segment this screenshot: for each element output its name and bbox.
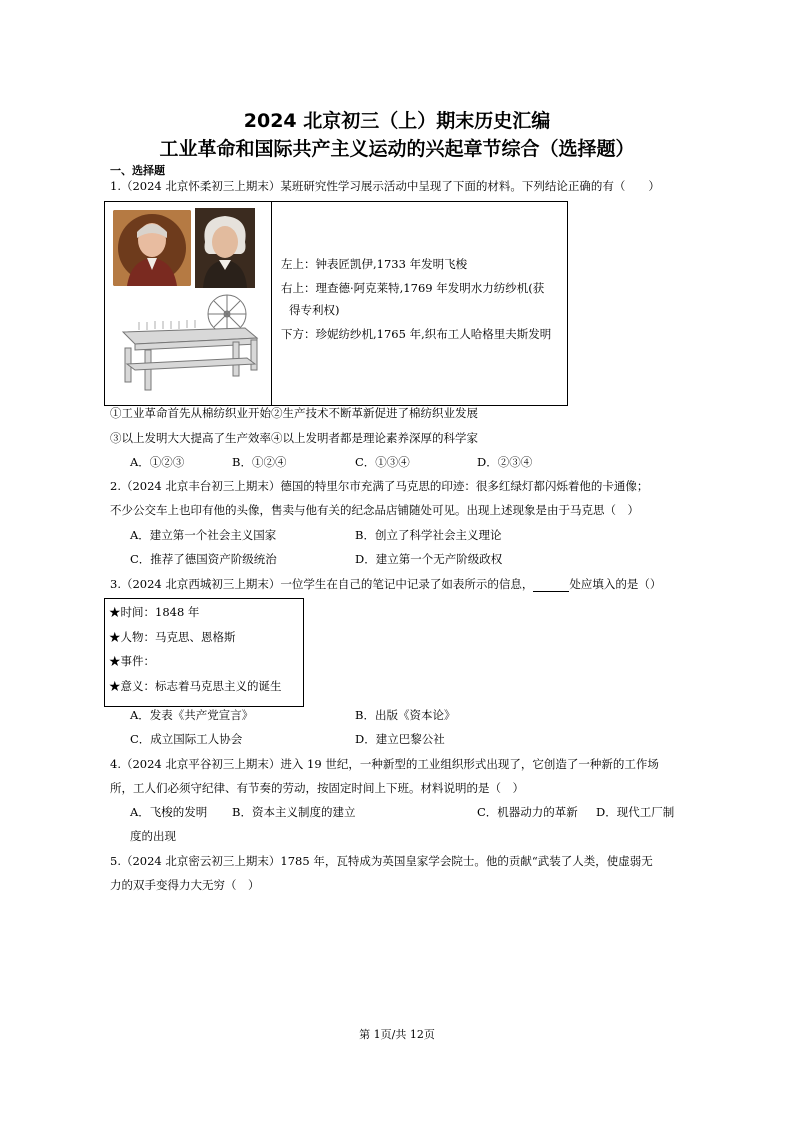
- q4-option-a[interactable]: A．飞梭的发明: [130, 805, 208, 819]
- q5-stem-line2: 力的双手变得力大无穷（ ）: [110, 878, 260, 892]
- info-line-1: 左上：钟表匠凯伊,1733 年发明飞梭: [281, 257, 468, 271]
- q3-option-a[interactable]: A．发表《共产党宣言》: [130, 708, 254, 722]
- q2-option-d[interactable]: D．建立第一个无产阶级政权: [355, 552, 503, 566]
- q4-option-b[interactable]: B．资本主义制度的建立: [232, 805, 356, 819]
- q3-stem-part2: 处应填入的是（）: [569, 577, 662, 591]
- q1-statement-2: ③以上发明大大提高了生产效率④以上发明者都是理论素养深厚的科学家: [110, 431, 478, 445]
- q3-stem: [110, 576, 661, 592]
- q4-option-c[interactable]: C．机器动力的革新: [477, 805, 578, 819]
- q1-option-d[interactable]: D．②③④: [477, 455, 533, 469]
- spinning-jenny-image: [115, 292, 265, 392]
- doc-subtitle: 工业革命和国际共产主义运动的兴起章节综合（选择题）: [159, 138, 635, 160]
- info-line-4: 下方：珍妮纺纱机,1765 年,织布工人哈格里夫斯发明: [281, 327, 552, 341]
- info-line-3: 得专利权): [289, 303, 340, 317]
- q1-material-table: [104, 201, 568, 406]
- q3-blank: [533, 579, 569, 592]
- portrait-kay-image: [113, 210, 191, 286]
- q4-stem-line2: 所，工人们必须守纪律、有节奏的劳动，按固定时间上下班。材料说明的是（ ）: [110, 781, 524, 795]
- note-people: ★人物：马克思、恩格斯: [109, 630, 236, 644]
- info-line-2: 右上：理查德·阿克莱特,1769 年发明水力纺纱机(获: [281, 281, 545, 295]
- q3-stem-part1: 3.（2024 北京西城初三上期末）一位学生在自己的笔记中记录了如表所示的信息，: [110, 577, 534, 591]
- q1-option-a[interactable]: A．①②③: [130, 455, 185, 469]
- q1-option-c[interactable]: C．①③④: [355, 455, 410, 469]
- q4-option-d[interactable]: D．现代工厂制: [596, 805, 675, 819]
- section-heading: 一、选择题: [110, 164, 165, 177]
- note-event: ★事件：: [109, 654, 155, 668]
- q2-option-c[interactable]: C．推荐了德国资产阶级统治: [130, 552, 277, 566]
- q4-stem-line1: 4.（2024 北京平谷初三上期末）进入 19 世纪，一种新型的工业组织形式出现了，它创造了一种新的工作场: [110, 757, 659, 771]
- q1-option-b[interactable]: B．①②④: [232, 455, 287, 469]
- q4-option-d-continued: 度的出现: [130, 829, 176, 843]
- q3-option-c[interactable]: C．成立国际工人协会: [130, 732, 243, 746]
- q5-stem-line1: 5.（2024 北京密云初三上期末）1785 年，瓦特成为英国皇家学会院士。他的贡献“武装了人类，使虚弱无: [110, 854, 653, 868]
- q3-option-d[interactable]: D．建立巴黎公社: [355, 732, 445, 746]
- portrait-arkwright-image: [195, 208, 255, 288]
- q2-stem-line1: 2.（2024 北京丰台初三上期末）德国的特里尔市充满了马克思的印迹：很多红绿灯都闪烁着他的卡通像；: [110, 479, 649, 493]
- q1-statement-1: ①工业革命首先从棉纺织业开始②生产技术不断革新促进了棉纺织业发展: [110, 406, 478, 420]
- q3-option-b[interactable]: B．出版《资本论》: [355, 708, 456, 722]
- q2-option-b[interactable]: B．创立了科学社会主义理论: [355, 528, 502, 542]
- q3-notes-box: [104, 598, 304, 707]
- q2-stem-line2: 不少公交车上也印有他的头像，售卖与他有关的纪念品店铺随处可见。出现上述现象是由于马克思（ ）: [110, 503, 639, 517]
- q2-option-a[interactable]: A．建立第一个社会主义国家: [130, 528, 277, 542]
- q1-stem: 1.（2024 北京怀柔初三上期末）某班研究性学习展示活动中呈现了下面的材料。下列结论正确的有（ ）: [110, 179, 660, 193]
- note-time: ★时间：1848 年: [109, 605, 200, 619]
- page-footer: 第 1页/共 12页: [359, 1028, 435, 1041]
- doc-title: 2024 北京初三（上）期末历史汇编: [243, 110, 551, 132]
- note-significance: ★意义：标志着马克思主义的诞生: [109, 679, 282, 693]
- table-divider: [271, 202, 272, 405]
